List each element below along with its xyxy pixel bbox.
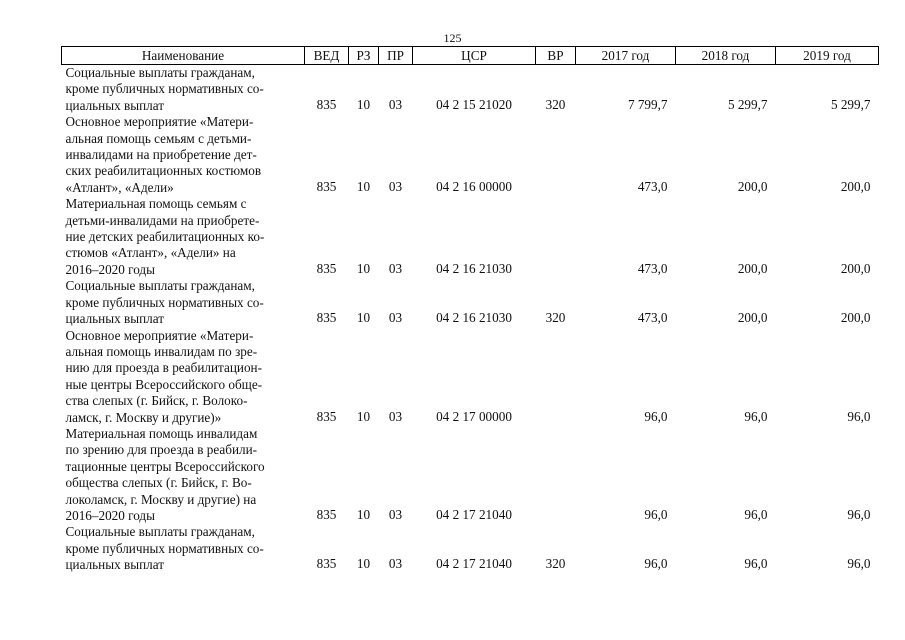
cell-rz: 10 xyxy=(356,556,371,572)
cell-vr xyxy=(536,328,576,426)
cell-ved: 835 xyxy=(316,96,337,112)
cell-name xyxy=(62,65,305,115)
name-line: детьми-инвалидами на приобрете- xyxy=(65,212,260,228)
name-line: 2016–2020 годы xyxy=(65,261,156,277)
page-number: 125 xyxy=(443,31,462,45)
cell-ved: 835 xyxy=(316,506,337,522)
cell-2017: 7 799,7 xyxy=(627,96,668,112)
name-line: ламск, г. Москву и другие)» xyxy=(65,409,222,425)
cell-ved: 835 xyxy=(316,408,337,424)
cell-2017: 473,0 xyxy=(637,178,668,194)
cell-2019: 200,0 xyxy=(840,178,871,194)
cell-pr: 03 xyxy=(388,310,403,326)
cell-vr: 320 xyxy=(545,310,566,326)
header-2019: 2019 год xyxy=(776,47,879,65)
name-line: циальных выплат xyxy=(65,311,164,327)
name-line: локоламск, г. Москву и другие) на xyxy=(65,491,257,507)
name-line: альная помощь семьям с детьми- xyxy=(65,130,252,146)
name-line: ских реабилитационных костюмов xyxy=(65,163,262,179)
header-ved: ВЕД xyxy=(305,47,349,65)
header-pr: ПР xyxy=(379,47,413,65)
cell-csr: 04 2 16 21030 xyxy=(436,260,512,276)
name-line: по зрению для проезда в реабили- xyxy=(65,442,258,458)
cell-csr: 04 2 17 21040 xyxy=(436,556,512,572)
cell-csr: 04 2 17 21040 xyxy=(436,506,512,522)
cell-2019: 200,0 xyxy=(840,260,871,276)
header-csr: ЦСР xyxy=(413,47,536,65)
header-2017: 2017 год xyxy=(576,47,676,65)
name-line: Социальные выплаты гражданам, xyxy=(65,278,255,294)
cell-rz: 10 xyxy=(356,506,371,522)
cell-pr: 03 xyxy=(388,556,403,572)
cell-ved: 835 xyxy=(316,260,337,276)
cell-2019: 96,0 xyxy=(847,408,871,424)
name-line: альная помощь инвалидам по зре- xyxy=(65,343,258,359)
cell-2019: 200,0 xyxy=(840,310,871,326)
cell-ved: 835 xyxy=(316,556,337,572)
cell-vr xyxy=(536,196,576,278)
table-header xyxy=(62,47,879,65)
cell-rz: 10 xyxy=(356,260,371,276)
cell-vr xyxy=(536,426,576,524)
cell-pr: 03 xyxy=(388,178,403,194)
header-vr: ВР xyxy=(536,47,576,65)
cell-ved: 835 xyxy=(316,178,337,194)
cell-pr: 03 xyxy=(388,96,403,112)
cell-rz: 10 xyxy=(356,310,371,326)
header-2018: 2018 год xyxy=(676,47,776,65)
cell-name xyxy=(62,328,305,426)
cell-2018: 96,0 xyxy=(744,506,768,522)
cell-pr: 03 xyxy=(388,506,403,522)
cell-2019: 96,0 xyxy=(847,506,871,522)
name-line: Материальная помощь семьям с xyxy=(65,196,247,212)
cell-2019: 5 299,7 xyxy=(830,96,871,112)
name-line: Основное мероприятие «Матери- xyxy=(65,114,254,130)
table-row xyxy=(62,328,879,426)
cell-2018: 200,0 xyxy=(737,310,768,326)
name-line: Материальная помощь инвалидам xyxy=(65,425,258,441)
budget-table xyxy=(61,46,879,574)
table-row xyxy=(62,114,879,196)
name-line: Социальные выплаты гражданам, xyxy=(65,65,255,80)
cell-vr: 320 xyxy=(545,556,566,572)
name-line: Основное мероприятие «Матери- xyxy=(65,327,254,343)
cell-name xyxy=(62,426,305,524)
table-row xyxy=(62,524,879,573)
cell-vr: 320 xyxy=(545,96,566,112)
cell-2018: 5 299,7 xyxy=(727,96,768,112)
header-row xyxy=(62,47,879,65)
table-row xyxy=(62,278,879,327)
name-line: ние детских реабилитационных ко- xyxy=(65,229,265,245)
cell-name xyxy=(62,278,305,327)
cell-vr xyxy=(536,114,576,196)
cell-2019: 96,0 xyxy=(847,556,871,572)
cell-name xyxy=(62,524,305,573)
cell-pr: 03 xyxy=(388,408,403,424)
cell-ved: 835 xyxy=(316,310,337,326)
name-line: 2016–2020 годы xyxy=(65,507,156,523)
name-line: тационные центры Всероссийского xyxy=(65,458,265,474)
name-line: Социальные выплаты гражданам, xyxy=(65,524,255,540)
cell-name xyxy=(62,114,305,196)
cell-name xyxy=(62,196,305,278)
cell-rz: 10 xyxy=(356,178,371,194)
name-line: ства слепых (г. Бийск, г. Волоко- xyxy=(65,393,248,409)
name-line: «Атлант», «Адели» xyxy=(65,179,174,195)
cell-rz: 10 xyxy=(356,96,371,112)
name-line: циальных выплат xyxy=(65,557,164,573)
name-line: стюмов «Атлант», «Адели» на xyxy=(65,245,236,261)
header-name: Наименование xyxy=(62,47,305,65)
cell-pr: 03 xyxy=(388,260,403,276)
table-body xyxy=(62,65,879,574)
table-row xyxy=(62,196,879,278)
name-line: общества слепых (г. Бийск, г. Во- xyxy=(65,475,252,491)
table-row xyxy=(62,65,879,115)
cell-2017: 96,0 xyxy=(644,556,668,572)
cell-2017: 473,0 xyxy=(637,260,668,276)
cell-2018: 200,0 xyxy=(737,260,768,276)
cell-csr: 04 2 15 21020 xyxy=(436,96,512,112)
name-line: кроме публичных нормативных со- xyxy=(65,294,264,310)
cell-2017: 473,0 xyxy=(637,310,668,326)
name-line: ные центры Всероссийского обще- xyxy=(65,376,263,392)
cell-2018: 200,0 xyxy=(737,178,768,194)
name-line: кроме публичных нормативных со- xyxy=(65,81,264,97)
cell-csr: 04 2 17 00000 xyxy=(436,408,512,424)
cell-2017: 96,0 xyxy=(644,408,668,424)
name-line: нию для проезда в реабилитацион- xyxy=(65,360,262,376)
name-line: кроме публичных нормативных со- xyxy=(65,540,264,556)
cell-rz: 10 xyxy=(356,408,371,424)
table-row xyxy=(62,426,879,524)
cell-2018: 96,0 xyxy=(744,556,768,572)
cell-csr: 04 2 16 21030 xyxy=(436,310,512,326)
name-line: циальных выплат xyxy=(65,97,164,113)
cell-2018: 96,0 xyxy=(744,408,768,424)
name-line: инвалидами на приобретение дет- xyxy=(65,147,257,163)
header-rz: РЗ xyxy=(349,47,379,65)
cell-csr: 04 2 16 00000 xyxy=(436,178,512,194)
cell-2017: 96,0 xyxy=(644,506,668,522)
